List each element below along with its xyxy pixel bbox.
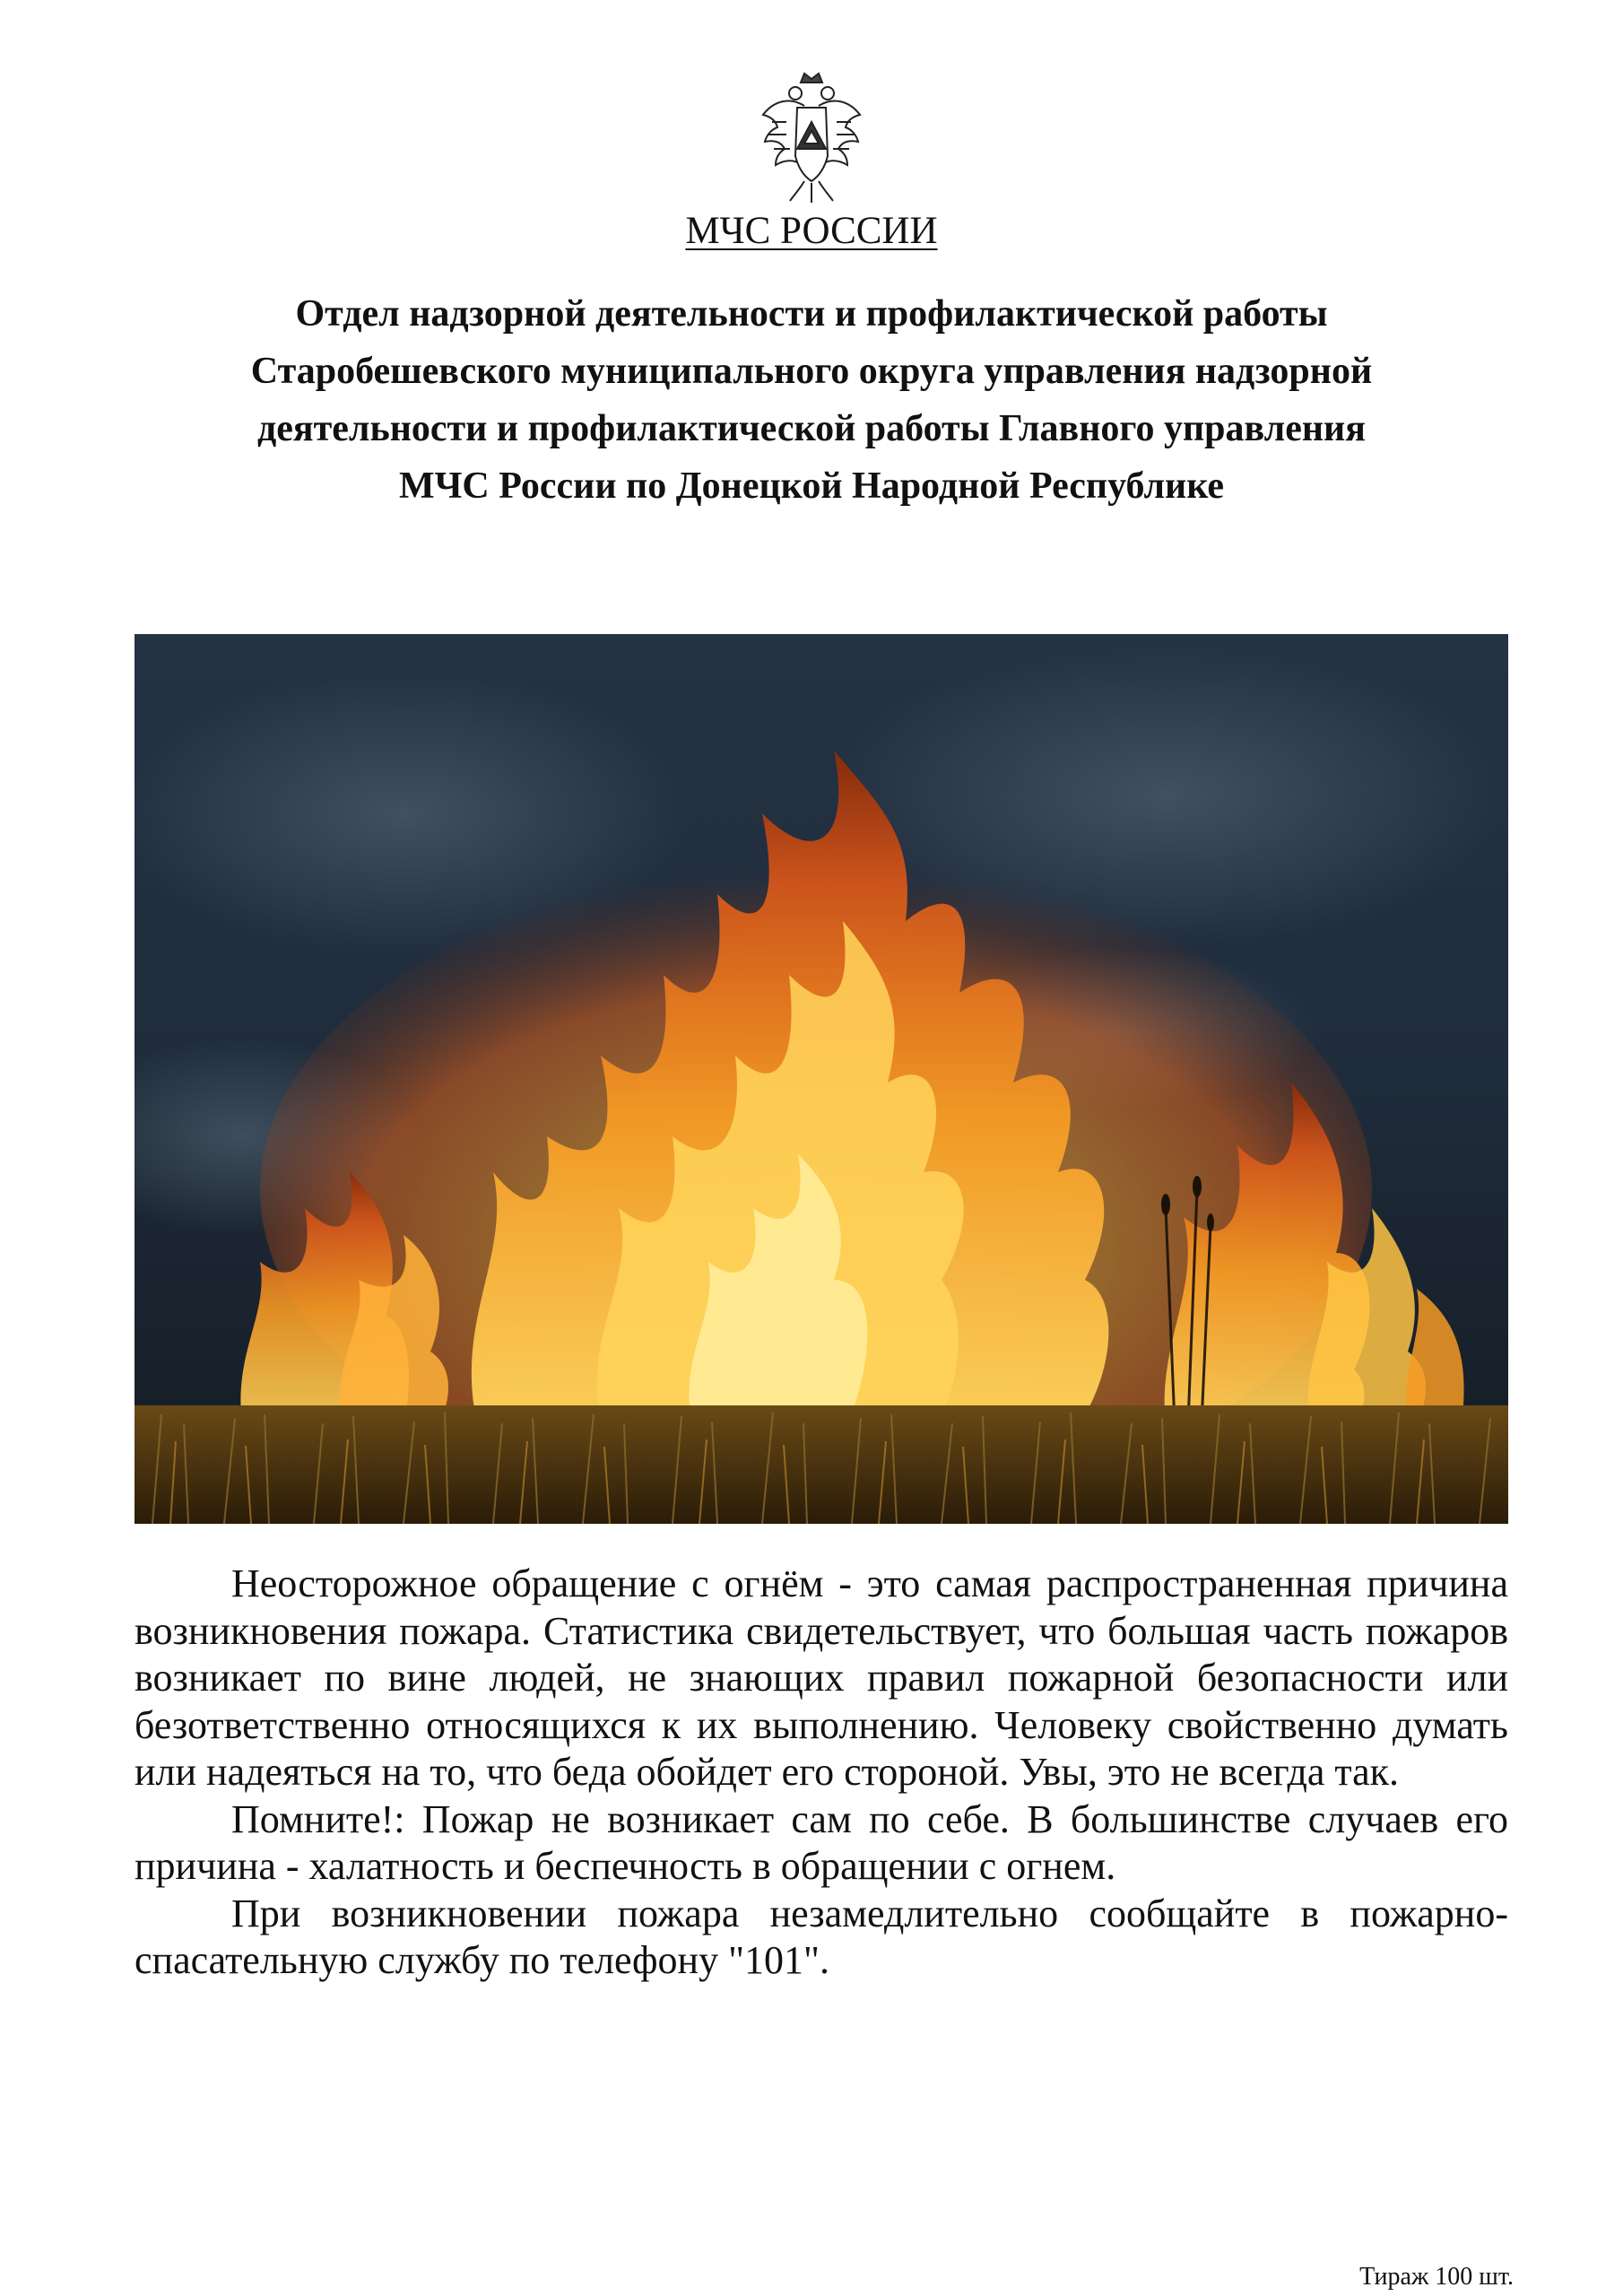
department-line: Старобешевского муниципального округа управления надзорной [250,351,1373,392]
print-run-note: Тираж 100 шт. [1359,2263,1514,2291]
department-title [135,285,1488,515]
org-name [0,206,1623,257]
body-text [135,1561,1508,1985]
paragraph-careless-fire: Неосторожное обращение с огнём - это самая распространенная причина возникновения пожара. Статистика свидетельствует, что большая часть пожаров возникает по вине людей, не знающих правил пожарной безопасности или безответственно относящихся к их выполнению. Человеку свойственно думать или надеяться на то, что беда обойдет его стороной. Увы, это не всегда так. [135,1561,1508,1794]
grass-fire-photo [135,634,1508,1524]
mchs-emblem-icon [754,70,869,204]
org-name-text: МЧС РОССИИ [685,210,938,252]
department-line: МЧС России по Донецкой Народной Республике [398,465,1225,507]
department-line: Отдел надзорной деятельности и профилактической работы [295,293,1328,335]
paragraph-call-101: При возникновении пожара незамедлительно сообщайте в пожарно-спасательную службу по телефону "101". [135,1891,1508,1982]
department-line: деятельности и профилактической работы Главного управления [257,408,1366,449]
paragraph-remember: Помните!: Пожар не возникает сам по себе. В большинстве случаев его причина - халатность и беспечность в обращении с огнем. [135,1796,1508,1888]
